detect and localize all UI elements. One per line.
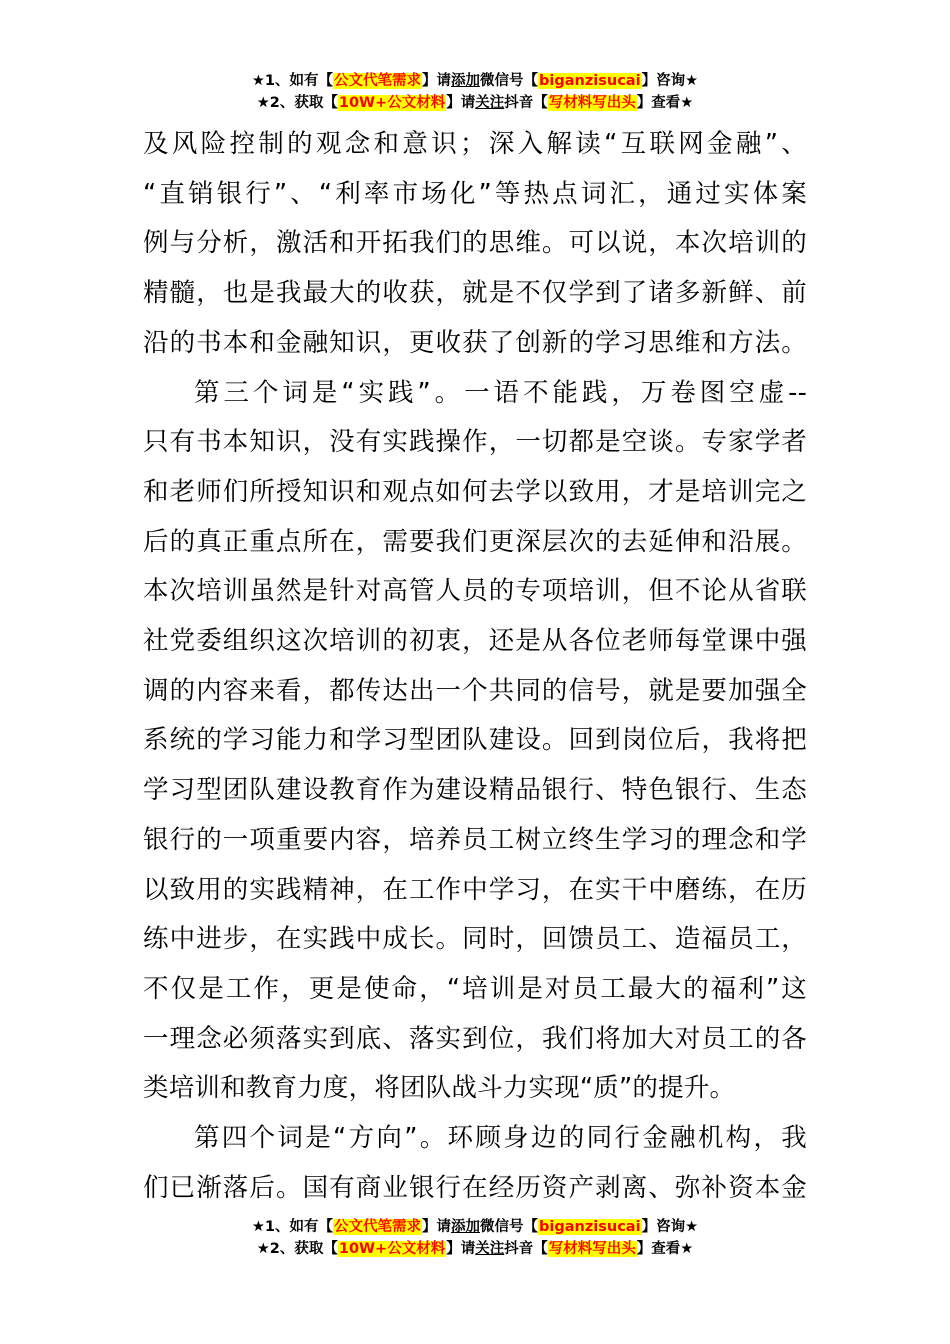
banner-text: ★1、如有【 [251,73,334,89]
banner-emphasis: 关注 [475,1241,505,1257]
banner-emphasis: 添加 [451,73,481,89]
banner-text: 】请 [422,73,452,89]
text-line: 和老师们所授知识和观点如何去学以致用，才是培训完之 [143,476,807,507]
banner-text: ★2、获取【 [256,95,338,111]
banner-highlight: 10W+公文材料 [338,1241,446,1257]
banner-text: 】查看★ [636,1241,694,1257]
banner-highlight: biganzisucai [539,73,641,89]
banner-line-2 [0,1238,950,1260]
banner-highlight: 公文代笔需求 [334,73,422,89]
banner-line-1 [0,70,950,92]
document-body [143,120,807,1213]
text-line: 及风险控制的观念和意识；深入解读“互联网金融”、 [143,129,807,159]
text-line: 一理念必须落实到底、落实到位，我们将加大对员工的各 [143,1023,807,1054]
banner-text: 】请 [446,95,476,111]
banner-text: ★1、如有【 [251,1219,334,1235]
text-line: “直销银行”、“利率市场化”等热点词汇，通过实体案 [143,178,807,209]
banner-text: 微信号【 [480,73,539,89]
text-line: 系统的学习能力和学习型团队建设。回到岗位后，我将把 [143,725,807,756]
banner-text: ★2、获取【 [256,1241,338,1257]
text-line: 精髓，也是我最大的收获，就是不仅学到了诸多新鲜、前 [143,278,807,309]
banner-highlight: 10W+公文材料 [338,95,446,111]
banner-highlight: biganzisucai [539,1219,641,1235]
text-line: 本次培训虽然是针对高管人员的专项培训，但不论从省联 [143,576,807,607]
text-line: 们已渐落后。国有商业银行在经历资产剥离、弥补资本金 [143,1172,807,1203]
banner-text: 微信号【 [480,1219,539,1235]
banner-line-1 [0,1216,950,1238]
banner-text: 抖音【 [504,1241,548,1257]
banner-line-2 [0,92,950,114]
banner-text: 抖音【 [504,95,548,111]
text-line: 学习型团队建设教育作为建设精品银行、特色银行、生态 [143,775,807,806]
text-line: 后的真正重点所在，需要我们更深层次的去延伸和沿展。 [143,526,807,557]
footer-banner [0,1216,950,1260]
paragraph [143,120,807,369]
text-line: 调的内容来看，都传达出一个共同的信号，就是要加强全 [143,675,807,706]
text-line: 练中进步，在实践中成长。同时，回馈员工、造福员工， [143,924,807,955]
text-line: 银行的一项重要内容，培养员工树立终生学习的理念和学 [143,824,807,855]
paragraph [143,1114,807,1213]
text-line: 第四个词是“方向”。环顾身边的同行金融机构，我 [194,1123,807,1154]
text-line: 不仅是工作，更是使命，“培训是对员工最大的福利”这 [143,973,807,1004]
banner-text: 】咨询★ [641,73,699,89]
text-line: 只有书本知识，没有实践操作，一切都是空谈。专家学者 [143,427,807,458]
text-line: 第三个词是“实践”。一语不能践，万卷图空虚-- [194,377,807,408]
banner-highlight: 公文代笔需求 [334,1219,422,1235]
banner-text: 】请 [422,1219,452,1235]
paragraph [143,369,807,1115]
text-line: 类培训和教育力度，将团队战斗力实现“质”的提升。 [143,1073,736,1104]
text-line: 沿的书本和金融知识，更收获了创新的学习思维和方法。 [143,327,807,358]
header-banner [0,70,950,114]
text-line: 以致用的实践精神，在工作中学习，在实干中磨练，在历 [143,874,807,905]
banner-highlight: 写材料写出头 [548,1241,636,1257]
banner-emphasis: 添加 [451,1219,481,1235]
text-line: 例与分析，激活和开拓我们的思维。可以说，本次培训的 [143,228,807,259]
banner-text: 】请 [446,1241,476,1257]
banner-text: 】咨询★ [641,1219,699,1235]
text-line: 社党委组织这次培训的初衷，还是从各位老师每堂课中强 [143,626,807,657]
banner-emphasis: 关注 [475,95,505,111]
banner-text: 】查看★ [636,95,694,111]
banner-highlight: 写材料写出头 [548,95,636,111]
